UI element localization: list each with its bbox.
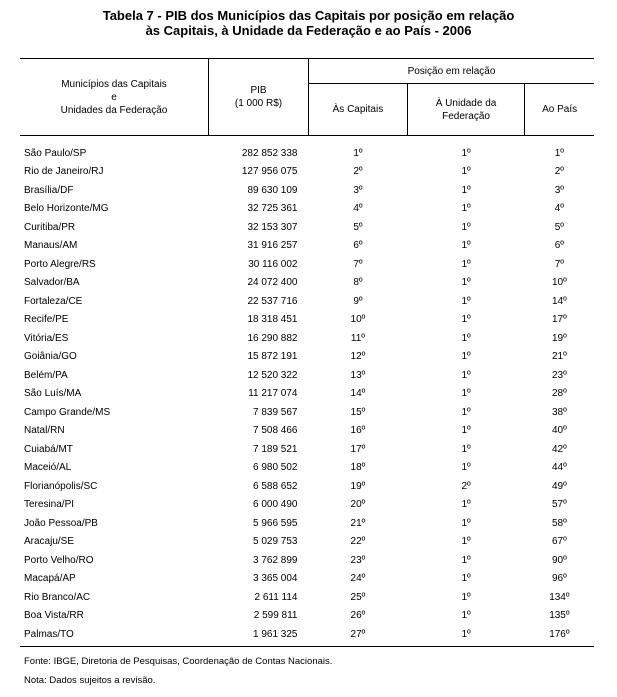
table-notes <box>24 652 332 690</box>
pib-value-cell: 1 961 325 <box>209 625 309 646</box>
header-municipios-line-3: Unidades da Federação <box>60 104 168 116</box>
rank-uf-cell: 1º <box>407 625 524 646</box>
table-row <box>20 607 594 626</box>
pib-value-cell: 2 599 811 <box>253 610 298 622</box>
table-row <box>20 403 594 422</box>
city-name-cell: Teresina/PI <box>24 499 75 511</box>
header-municipios <box>20 59 209 136</box>
header-uf-line-1: À Unidade da <box>435 97 497 109</box>
rank-uf-cell: 1º <box>461 295 471 307</box>
city-name-cell: Porto Velho/RO <box>24 554 94 566</box>
city-name-cell: Rio Branco/AC <box>24 591 91 603</box>
rank-capitais-cell: 23º <box>350 554 366 566</box>
header-pais: Ao País <box>525 84 594 136</box>
rank-capitais-cell: 17º <box>350 443 366 455</box>
rank-pais-cell: 4º <box>554 203 564 215</box>
rank-pais-cell: 90º <box>551 554 567 566</box>
table-header <box>20 59 594 145</box>
rank-uf-cell: 1º <box>461 221 471 233</box>
header-uf-line-2: Federação <box>442 110 490 122</box>
city-name-cell: Vitória/ES <box>24 332 69 344</box>
rank-capitais-cell: 14º <box>350 388 366 400</box>
table-title <box>0 8 617 38</box>
rank-uf-cell: 1º <box>461 554 471 566</box>
rank-pais-cell: 28º <box>551 388 567 400</box>
city-name-cell: Brasília/DF <box>24 184 74 196</box>
city-name-cell: Belo Horizonte/MG <box>24 203 109 215</box>
rank-uf-cell: 1º <box>461 184 471 196</box>
rank-pais-cell: 58º <box>551 517 567 529</box>
table-row <box>20 422 594 441</box>
rank-pais-cell: 57º <box>551 499 567 511</box>
rank-pais-cell: 19º <box>551 332 567 344</box>
rank-uf-cell: 1º <box>461 517 471 529</box>
pib-value-cell: 32 725 361 <box>247 203 298 215</box>
pib-value-cell: 6 588 652 <box>253 480 298 492</box>
rank-capitais-cell: 2º <box>353 166 363 178</box>
rank-pais-cell: 3º <box>554 184 564 196</box>
table-body <box>20 144 594 646</box>
pib-value-cell: 127 956 075 <box>241 166 298 178</box>
table-row <box>20 570 594 589</box>
pib-value-cell: 24 072 400 <box>247 277 298 289</box>
rank-uf-cell: 1º <box>461 406 471 418</box>
pib-value-cell: 12 520 322 <box>247 369 298 381</box>
rank-uf-cell: 1º <box>461 351 471 363</box>
pib-value-cell: 32 153 307 <box>247 221 298 233</box>
pib-value-cell: 2 611 114 <box>254 591 298 603</box>
table-row <box>20 218 594 237</box>
rank-pais-cell: 1º <box>554 147 564 159</box>
pib-value-cell: 6 980 502 <box>253 462 298 474</box>
rank-capitais-cell: 18º <box>350 462 366 474</box>
header-uf <box>407 84 524 136</box>
rank-capitais-cell: 7º <box>353 258 363 270</box>
rank-pais-cell: 176º <box>525 625 594 646</box>
table-row <box>20 496 594 515</box>
pib-value-cell: 5 966 595 <box>253 517 298 529</box>
rank-capitais-cell: 10º <box>350 314 366 326</box>
rank-uf-cell: 1º <box>461 536 471 548</box>
table-row <box>20 200 594 219</box>
table-row <box>20 625 594 646</box>
rank-uf-cell: 1º <box>461 499 471 511</box>
pib-value-cell: 22 537 716 <box>247 295 298 307</box>
table-row <box>20 459 594 478</box>
city-name-cell: Rio de Janeiro/RJ <box>24 166 104 178</box>
city-name-cell: Campo Grande/MS <box>24 406 111 418</box>
rank-uf-cell: 1º <box>461 332 471 344</box>
table-row <box>20 348 594 367</box>
rank-capitais-cell: 26º <box>350 610 366 622</box>
city-name-cell: Porto Alegre/RS <box>24 258 96 270</box>
table-row <box>20 292 594 311</box>
rank-uf-cell: 1º <box>461 610 471 622</box>
rank-uf-cell: 1º <box>461 425 471 437</box>
city-name-cell: Fortaleza/CE <box>24 295 83 307</box>
rank-capitais-cell: 15º <box>350 406 366 418</box>
table-row <box>20 533 594 552</box>
rank-pais-cell: 7º <box>554 258 564 270</box>
table-row <box>20 163 594 182</box>
table-row <box>20 514 594 533</box>
header-capitais: Às Capitais <box>309 84 408 136</box>
table-row <box>20 255 594 274</box>
rank-pais-cell: 96º <box>551 573 567 585</box>
pib-value-cell: 7 839 567 <box>253 406 298 418</box>
rank-pais-cell: 21º <box>551 351 567 363</box>
table-row <box>20 181 594 200</box>
rank-capitais-cell: 22º <box>350 536 366 548</box>
city-name-cell: João Pessoa/PB <box>24 517 98 529</box>
revision-note: Nota: Dados sujeitos a revisão. <box>24 675 156 686</box>
table-row <box>20 366 594 385</box>
city-name-cell: São Luís/MA <box>24 388 82 400</box>
rank-pais-cell: 42º <box>551 443 567 455</box>
rank-uf-cell: 2º <box>461 480 471 492</box>
table-row <box>20 311 594 330</box>
rank-uf-cell: 1º <box>461 277 471 289</box>
header-pib <box>209 59 309 136</box>
rank-pais-cell: 44º <box>551 462 567 474</box>
rank-pais-cell: 5º <box>554 221 564 233</box>
rank-pais-cell: 6º <box>554 240 564 252</box>
rank-pais-cell: 38º <box>551 406 567 418</box>
city-name-cell: Recife/PE <box>24 314 69 326</box>
rank-capitais-cell: 24º <box>350 573 366 585</box>
rank-uf-cell: 1º <box>461 369 471 381</box>
rank-pais-cell: 40º <box>551 425 567 437</box>
rank-capitais-cell: 8º <box>353 277 363 289</box>
rank-uf-cell: 1º <box>461 591 471 603</box>
table-row <box>20 440 594 459</box>
rank-capitais-cell: 12º <box>350 351 366 363</box>
table-row <box>20 551 594 570</box>
rank-uf-cell: 1º <box>461 314 471 326</box>
city-name-cell: Macapá/AP <box>24 573 76 585</box>
table-row <box>20 329 594 348</box>
table-row <box>20 588 594 607</box>
city-name-cell: Goiânia/GO <box>24 351 77 363</box>
rank-uf-cell: 1º <box>461 240 471 252</box>
city-name-cell: Boa Vista/RR <box>24 610 84 622</box>
table-row <box>20 477 594 496</box>
rank-capitais-cell: 5º <box>353 221 363 233</box>
header-municipios-line-1: Municípios das Capitais <box>61 78 167 90</box>
pib-value-cell: 18 318 451 <box>247 314 298 326</box>
header-pib-line-1: PIB <box>250 85 267 96</box>
rank-capitais-cell: 25º <box>350 591 366 603</box>
pib-value-cell: 7 189 521 <box>253 443 298 455</box>
city-name-cell: Natal/RN <box>24 425 65 437</box>
pib-table <box>20 58 594 647</box>
pib-value-cell: 3 365 004 <box>253 573 298 585</box>
header-municipios-line-2: e <box>111 91 117 103</box>
title-line-1: Tabela 7 - PIB dos Municípios das Capitais por posição em relação <box>102 8 515 23</box>
rank-uf-cell: 1º <box>461 443 471 455</box>
rank-capitais-cell: 13º <box>350 369 366 381</box>
rank-pais-cell: 2º <box>554 166 564 178</box>
table-row <box>20 385 594 404</box>
rank-pais-cell: 23º <box>551 369 567 381</box>
city-name-cell: Palmas/TO <box>20 625 209 646</box>
header-pib-line-2: (1 000 R$) <box>234 98 283 109</box>
city-name-cell: Curitiba/PR <box>24 221 76 233</box>
header-spacer <box>20 136 594 145</box>
city-name-cell: Belém/PA <box>24 369 68 381</box>
rank-pais-cell: 17º <box>551 314 567 326</box>
table-row <box>20 274 594 293</box>
rank-capitais-cell: 3º <box>353 184 363 196</box>
rank-capitais-cell: 4º <box>353 203 363 215</box>
pib-value-cell: 15 872 191 <box>247 351 298 363</box>
city-name-cell: Maceió/AL <box>24 462 72 474</box>
pib-value-cell: 5 029 753 <box>253 536 298 548</box>
rank-capitais-cell: 20º <box>350 499 366 511</box>
rank-capitais-cell: 11º <box>350 332 365 344</box>
table-row <box>20 144 594 163</box>
pib-value-cell: 282 852 338 <box>241 147 298 159</box>
city-name-cell: Aracaju/SE <box>24 536 75 548</box>
rank-capitais-cell: 9º <box>353 295 363 307</box>
source-note: Fonte: IBGE, Diretoria de Pesquisas, Coordenação de Contas Nacionais. <box>24 656 333 667</box>
pib-value-cell: 11 217 074 <box>248 388 298 400</box>
rank-uf-cell: 1º <box>461 203 471 215</box>
rank-pais-cell: 10º <box>551 277 567 289</box>
rank-uf-cell: 1º <box>461 147 471 159</box>
table-row <box>20 237 594 256</box>
rank-pais-cell: 49º <box>551 480 567 492</box>
rank-pais-cell: 14º <box>551 295 567 307</box>
rank-capitais-cell: 27º <box>309 625 408 646</box>
pib-value-cell: 16 290 882 <box>247 332 298 344</box>
pib-value-cell: 3 762 899 <box>253 554 298 566</box>
city-name-cell: Cuiabá/MT <box>24 443 73 455</box>
rank-capitais-cell: 16º <box>350 425 366 437</box>
city-name-cell: Manaus/AM <box>24 240 78 252</box>
city-name-cell: Florianópolis/SC <box>24 480 98 492</box>
header-posicao: Posição em relação <box>309 59 595 84</box>
rank-uf-cell: 1º <box>461 573 471 585</box>
rank-uf-cell: 1º <box>461 462 471 474</box>
rank-capitais-cell: 19º <box>350 480 366 492</box>
rank-uf-cell: 1º <box>461 166 471 178</box>
pib-value-cell: 30 116 002 <box>248 258 298 270</box>
rank-pais-cell: 67º <box>551 536 567 548</box>
rank-uf-cell: 1º <box>461 388 471 400</box>
title-line-2: às Capitais, à Unidade da Federação e ao País - 2006 <box>145 23 472 38</box>
rank-pais-cell: 134º <box>549 591 570 603</box>
rank-capitais-cell: 6º <box>353 240 363 252</box>
pib-value-cell: 89 630 109 <box>247 184 298 196</box>
pib-value-cell: 31 916 257 <box>247 240 298 252</box>
city-name-cell: Salvador/BA <box>24 277 80 289</box>
city-name-cell: São Paulo/SP <box>24 147 87 159</box>
pib-value-cell: 6 000 490 <box>253 499 298 511</box>
rank-uf-cell: 1º <box>461 258 471 270</box>
pib-value-cell: 7 508 466 <box>253 425 298 437</box>
rank-capitais-cell: 1º <box>353 147 363 159</box>
rank-capitais-cell: 21º <box>350 517 366 529</box>
rank-pais-cell: 135º <box>549 610 570 622</box>
